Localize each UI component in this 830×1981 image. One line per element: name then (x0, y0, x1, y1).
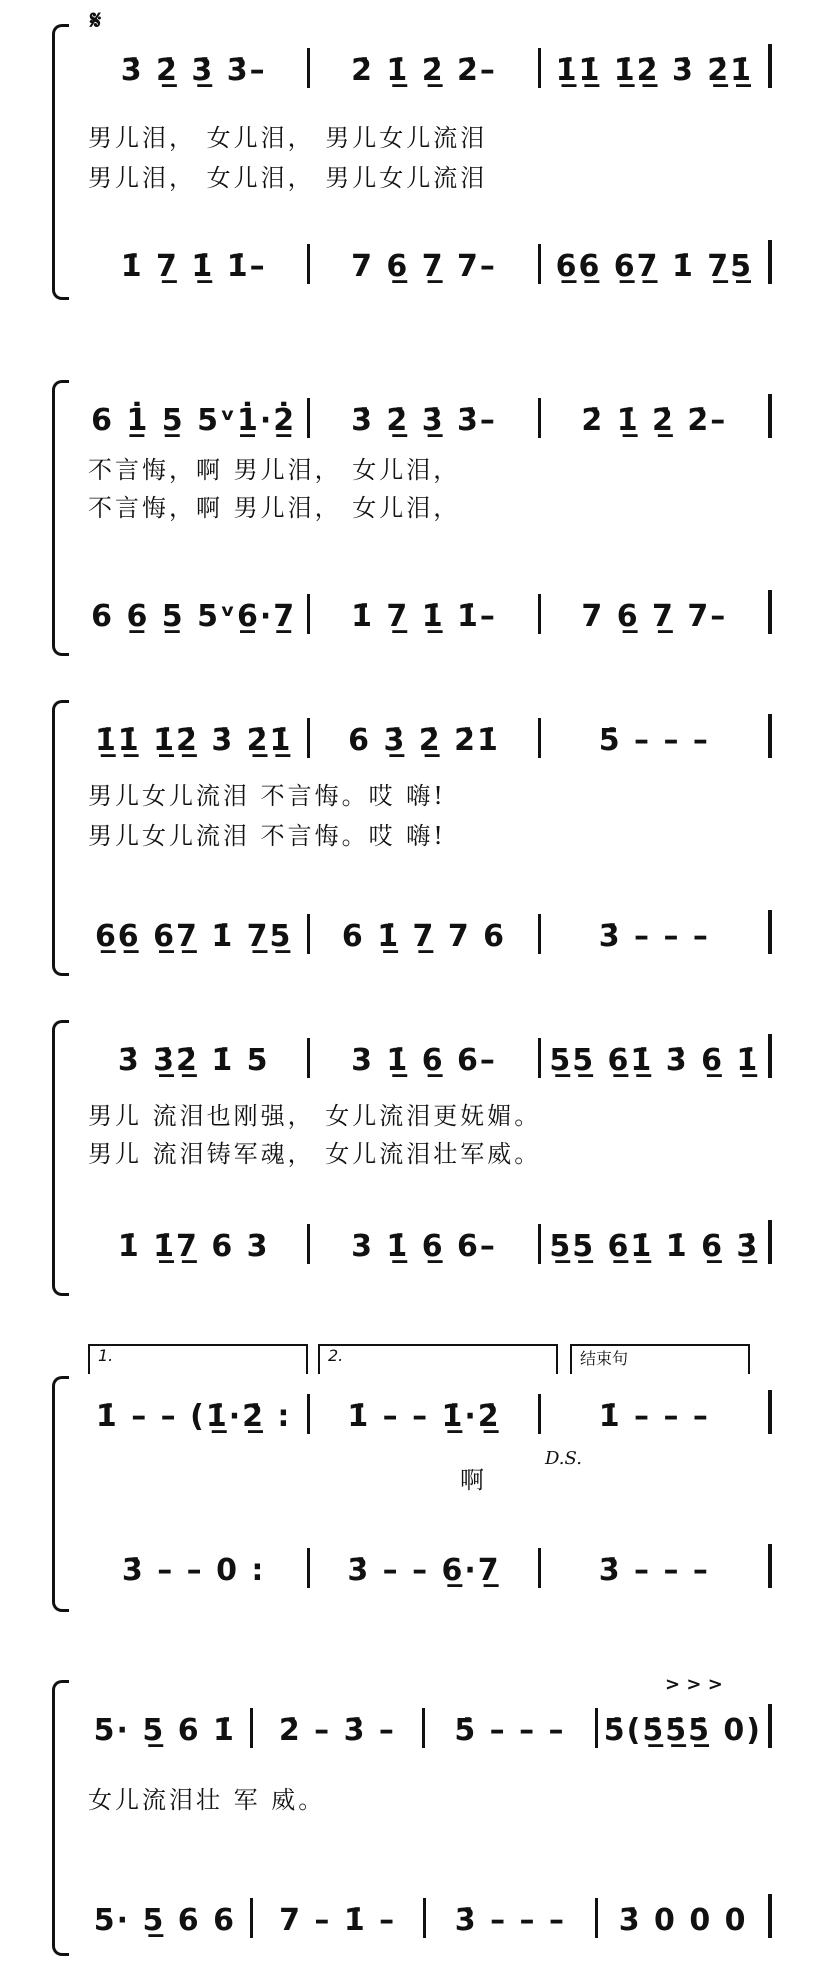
measure: 6 6̲ 5̲ 5ᵛ6̲·7̲ (91, 599, 297, 634)
measure: 3 1̲̇ 6̲ 6– (351, 1229, 497, 1264)
measure: 7 6̲ 7̲ 7– (581, 599, 728, 634)
lower-voice (86, 1890, 772, 1938)
measure: 7 – 1̇ – (279, 1903, 397, 1938)
measure: 1̇ – – 1̲̇·2̲̇ (347, 1399, 501, 1434)
measure: 3̇ 0 0 0 (618, 1903, 748, 1938)
upper-voice (86, 1700, 772, 1748)
measure: 6 1̲̇ 5̲ 5ᵛ1̲̇·2̲̇ (91, 403, 297, 438)
lower-voice (86, 586, 772, 634)
measure: 2̇ – 3̇ – (278, 1713, 396, 1748)
measure: 6 3̲̇ 2̲̇ 2̇1̇ (348, 723, 500, 758)
system-2 (0, 370, 830, 670)
system-brace (52, 1680, 69, 1956)
upper-voice (86, 1030, 772, 1078)
lyric-verse-1: 男儿女儿流泪 不言悔。哎 嗨! (88, 782, 446, 810)
system-5 (0, 1340, 830, 1640)
lyric-verse-2: 男儿女儿流泪 不言悔。哎 嗨! (88, 822, 446, 850)
measure: 5· 5̲ 6 6 (93, 1903, 236, 1938)
measure: 1̇ 1̲̇7̲ 6 3 (117, 1229, 270, 1264)
measure: 1̲̇1̲̇ 1̲̇2̲̇ 3̇ 2̲̇1̲̇ (94, 723, 293, 758)
lyric-verse-2: 不言悔，啊 男儿泪， 女儿泪， (88, 494, 461, 522)
system-1 (0, 0, 830, 300)
measure: 1̇ 7̲ 1̲̇ 1̇– (351, 599, 497, 634)
measure: 2̇ 1̲̇ 2̲̇ 2̇– (351, 53, 497, 88)
ending-volta: 结束句 (570, 1344, 750, 1374)
measure: 7 6̲ 7̲ 7– (351, 249, 497, 284)
measure: 1̇ – – (1̲̇·2̲̇ : (95, 1399, 292, 1434)
measure: 1̲̇1̲̇ 1̲̇2̲̇ 3̇ 2̲̇1̲̇ (555, 53, 754, 88)
system-brace (52, 24, 69, 300)
upper-voice (86, 1386, 772, 1434)
system-6 (0, 1660, 830, 1970)
system-3 (0, 690, 830, 990)
measure: 3̇ – – – (598, 1553, 710, 1588)
measure: 6̲6̲ 6̲7̲ 1̇ 7̲5̲ (94, 919, 293, 954)
lyric-verse-1: 男儿 流泪也刚强， 女儿流泪更妩媚。 (88, 1102, 542, 1130)
measure: 3̇ 2̲̇ 3̲̇ 3̇– (120, 53, 267, 88)
measure: 5̇ – – – (598, 723, 710, 758)
system-brace (52, 380, 69, 656)
measure: 3̇ 3̲̇2̲̇ 1̇ 5 (117, 1043, 270, 1078)
lyric-verse-1: 女儿流泪壮 军 威。 (88, 1786, 326, 1814)
system-brace (52, 1376, 69, 1612)
lyric-verse-2: 男儿 流泪铸军魂， 女儿流泪壮军威。 (88, 1140, 542, 1168)
measure: 3̇ – – 6̲·7̲ (347, 1553, 501, 1588)
measure: 1̇ – – – (598, 1399, 710, 1434)
lower-voice (86, 1540, 772, 1588)
lower-voice (86, 906, 772, 954)
lyric-verse-2: 男儿泪， 女儿泪， 男儿女儿流泪 (88, 164, 488, 192)
lyric-ah: 啊 (460, 1466, 487, 1494)
lyric-verse-1: 不言悔，啊 男儿泪， 女儿泪， (88, 456, 461, 484)
measure: 5· 5̲ 6 1̇ (93, 1713, 236, 1748)
upper-voice (86, 40, 772, 88)
volta-1: 1. (88, 1344, 308, 1374)
measure: 3̇ 2̲̇ 3̲̇ 3̇– (351, 403, 497, 438)
measure: 6 1̲̇ 7̲ 7 6 (341, 919, 507, 954)
lower-voice (86, 236, 772, 284)
measure: 5̇ – – – (454, 1713, 566, 1748)
measure: 6̲6̲ 6̲7̲ 1̇ 7̲5̲ (555, 249, 754, 284)
system-brace (52, 700, 69, 976)
measure: 3 1̲̇ 6̲ 6– (351, 1043, 497, 1078)
ds-marking: D.S. (545, 1448, 582, 1469)
lyric-verse-1: 男儿泪， 女儿泪， 男儿女儿流泪 (88, 124, 488, 152)
measure: 5̇(5̲̇5̲̇5̲̇ 0) (603, 1713, 762, 1748)
measure: 5̲5̲ 6̲1̲̇ 3̇ 6̲ 1̲̇ (549, 1043, 760, 1078)
accent-marks: > > > (665, 1674, 723, 1695)
segno-sign: 𝄋 (90, 6, 102, 36)
measure: 3̇ – – – (598, 919, 710, 954)
measure: 5̲5̲ 6̲1̲̇ 1̇ 6̲ 3̲̇ (549, 1229, 760, 1264)
measure: 3̇ – – 0 : (121, 1553, 266, 1588)
upper-voice (86, 710, 772, 758)
system-brace (52, 1020, 69, 1296)
measure: 2̇ 1̲̇ 2̲̇ 2̇– (581, 403, 728, 438)
lower-voice (86, 1216, 772, 1264)
measure: 1̇ 7̲ 1̲̇ 1̇– (120, 249, 267, 284)
upper-voice (86, 390, 772, 438)
measure: 3̇ – – – (454, 1903, 566, 1938)
system-4 (0, 1010, 830, 1310)
volta-2: 2. (318, 1344, 558, 1374)
